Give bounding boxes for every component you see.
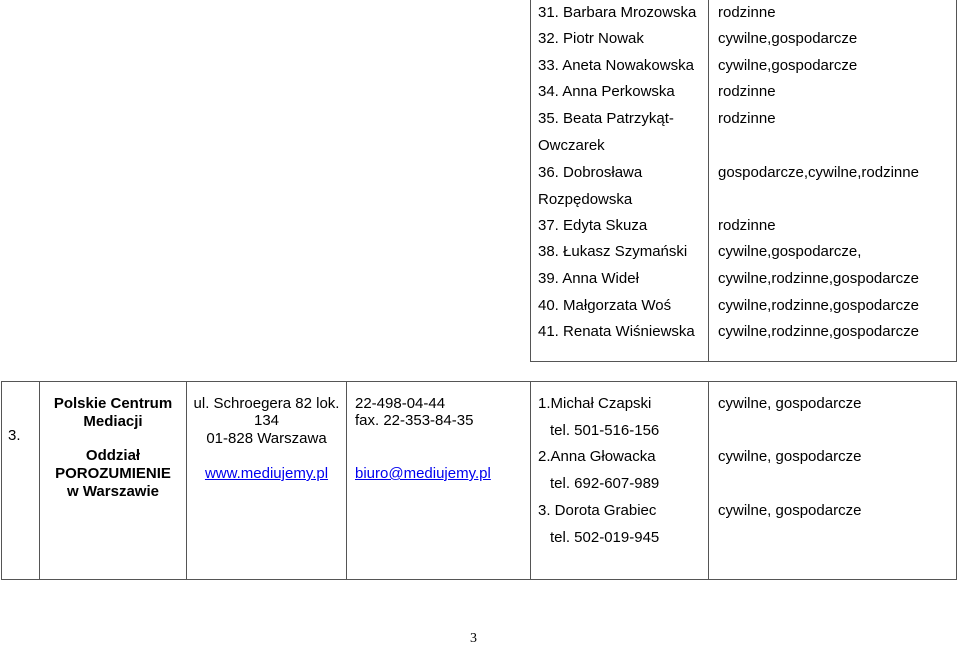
upper-name-34: 34. Anna Perkowska [538,83,675,100]
email-cell [355,465,491,483]
mediator-2-tel: tel. 692-607-989 [550,475,660,492]
org-name-line1: Polskie Centrum [53,395,173,412]
email-link[interactable]: biuro@mediujemy.pl [355,465,491,482]
lower-table-top-border [1,381,957,382]
upper-name-36-cont: Rozpędowska [538,191,633,208]
upper-type-33: cywilne,gospodarcze [718,57,858,74]
upper-name-33: 33. Aneta Nowakowska [538,57,694,74]
upper-name-37: 37. Edyta Skuza [538,217,648,234]
upper-type-31: rodzinne [718,4,776,21]
mediator-3-name: 3. Dorota Grabiec [538,502,657,519]
mediator-3-tel: tel. 502-019-945 [550,529,660,546]
phone-number: 22-498-04-44 [355,395,446,412]
mediator-1-type: cywilne, gospodarcze [718,395,862,412]
upper-type-36: gospodarcze,cywilne,rodzinne [718,164,919,181]
upper-type-39: cywilne,rodzinne,gospodarcze [718,270,919,287]
website-link[interactable]: www.mediujemy.pl [204,465,329,482]
lower-col-border-0 [1,381,2,580]
upper-table-bottom-border [530,361,957,362]
mediator-2-type: cywilne, gospodarcze [718,448,862,465]
upper-name-32: 32. Piotr Nowak [538,30,644,47]
upper-type-34: rodzinne [718,83,776,100]
upper-table-right-border [956,0,957,362]
mediator-2-name: 2.Anna Głowacka [538,448,656,465]
address-line1: ul. Schroegera 82 lok. [193,395,340,412]
lower-col-border-6 [956,381,957,580]
upper-name-31: 31. Barbara Mrozowska [538,4,697,21]
upper-name-40: 40. Małgorzata Woś [538,297,672,314]
lower-col-border-4 [530,381,531,580]
row-number: 3. [8,427,21,444]
upper-type-37: rodzinne [718,217,776,234]
address-line2: 134 [253,412,280,429]
website-cell [187,465,346,483]
lower-col-border-5 [708,381,709,580]
upper-name-35-cont: Owczarek [538,137,605,154]
upper-name-39: 39. Anna Wideł [538,270,639,287]
org-branch-line3: w Warszawie [67,483,159,500]
org-branch-line2: POROZUMIENIE [55,465,171,482]
upper-name-38: 38. Łukasz Szymański [538,243,688,260]
upper-type-35: rodzinne [718,110,776,127]
upper-type-32: cywilne,gospodarcze [718,30,858,47]
lower-table-bottom-border [1,579,957,580]
upper-name-35: 35. Beata Patrzykąt- [538,110,674,127]
org-branch-line1: Oddział [85,447,141,464]
address-line3: 01-828 Warszawa [206,430,327,447]
lower-col-border-3 [346,381,347,580]
upper-table-mid-border [708,0,709,362]
upper-name-36: 36. Dobrosława [538,164,643,181]
upper-type-40: cywilne,rodzinne,gospodarcze [718,297,919,314]
upper-type-38: cywilne,gospodarcze, [718,243,862,260]
mediator-3-type: cywilne, gospodarcze [718,502,862,519]
fax-number: fax. 22-353-84-35 [355,412,474,429]
mediator-1-name: 1.Michał Czapski [538,395,652,412]
org-name-line2: Mediacji [83,413,143,430]
page-number: 3 [470,631,477,646]
mediator-1-tel: tel. 501-516-156 [550,422,660,439]
upper-name-41: 41. Renata Wiśniewska [538,323,695,340]
upper-type-41: cywilne,rodzinne,gospodarcze [718,323,919,340]
upper-table-left-border [530,0,531,362]
